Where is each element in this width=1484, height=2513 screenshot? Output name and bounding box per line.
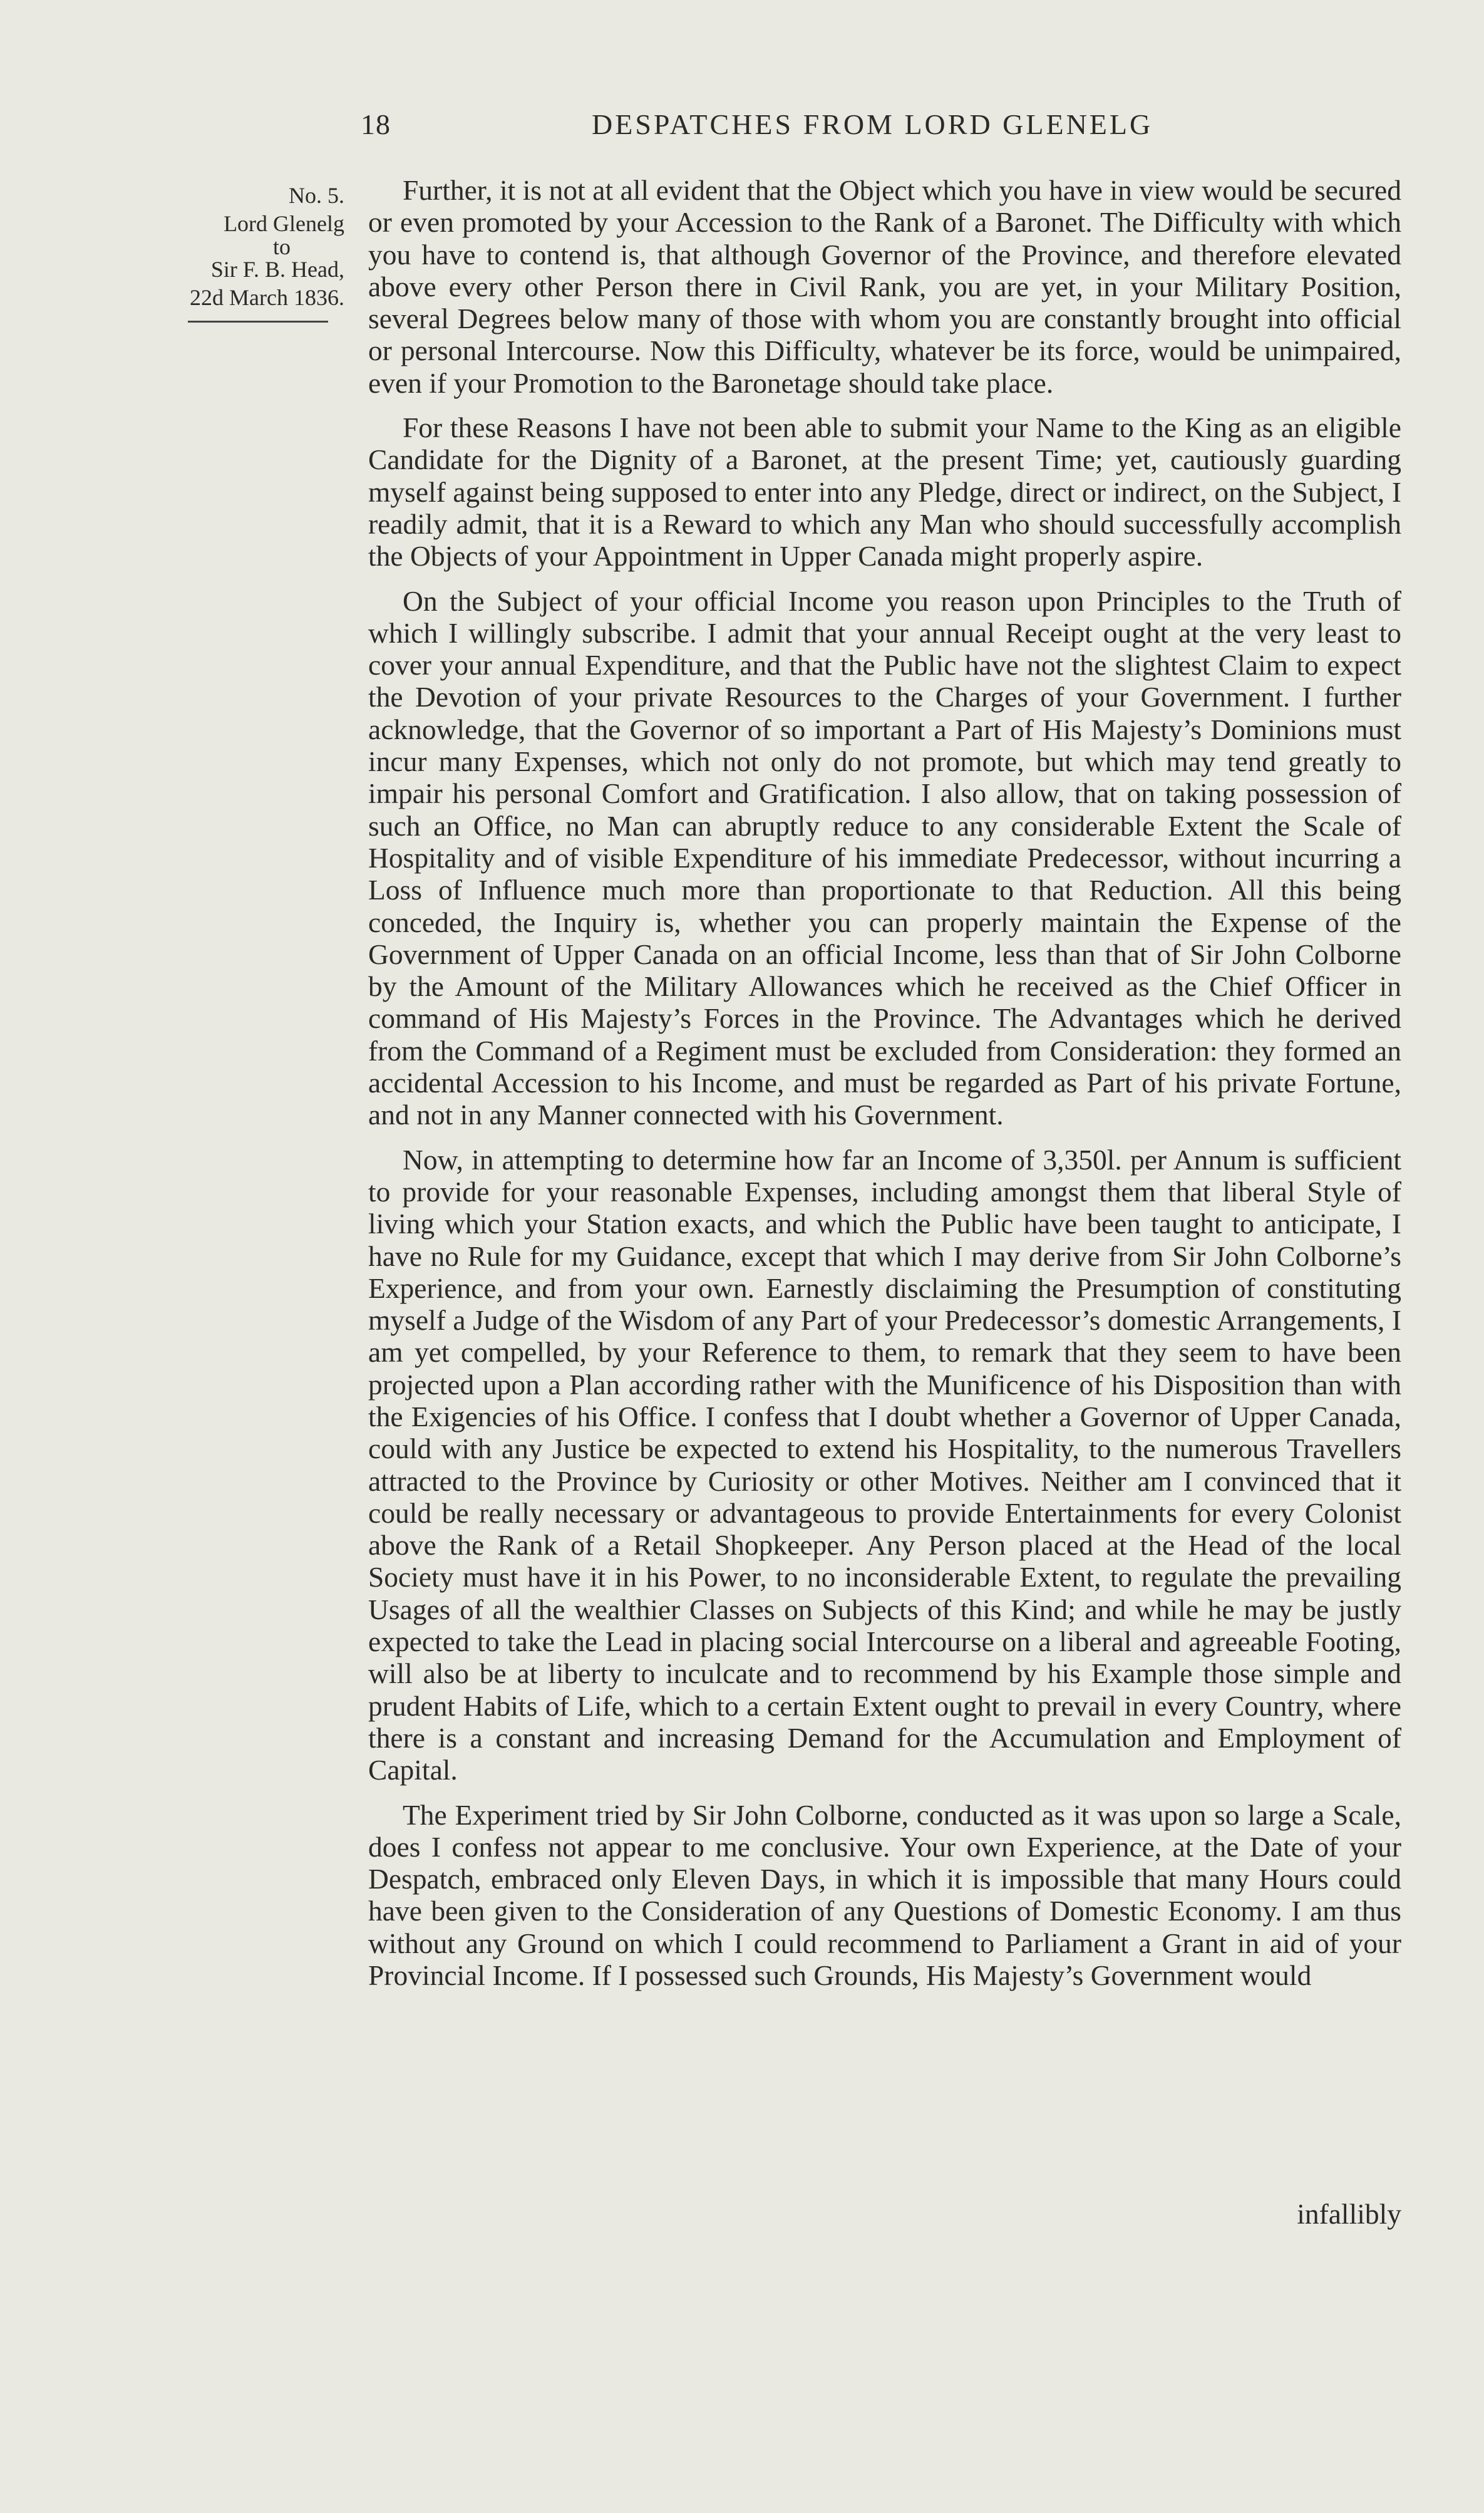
margin-note-line: to <box>272 234 291 259</box>
letter-body <box>368 174 1401 2004</box>
paragraph: Further, it is not at all evident that the Object which you have in view would be secured or even promoted by your Accession to the Rank of a Baronet. The Difficulty with which you have to contend is, that although Governor of the Province, and therefore elevated above every other Person there in Civil Rank, you are yet, in your Military Position, several Degrees below many of those with whom you are constantly brought into official or personal Intercourse. Now this Difficulty, whatever be its force, would be unimpaired, even if your Promotion to the Baronetage should take place. <box>368 174 1401 399</box>
paragraph: The Experiment tried by Sir John Colborne, conducted as it was upon so large a Scale, does I confess not appear to me conclusive. Your own Experience, at the Date of your Despatch, embraced only Eleven Days, in which it is impossible that many Hours could have been given to the Consideration of any Questions of Domestic Economy. I am thus without any Ground on which I could recommend to Parliament a Grant in aid of your Provincial Income. If I possessed such Grounds, His Majesty’s Government would <box>368 1798 1401 1992</box>
margin-note-line: Sir F. B. Head, <box>210 257 344 282</box>
margin-note-rule <box>188 321 328 323</box>
margin-note-line: No. 5. <box>289 183 344 208</box>
marginal-note <box>144 182 344 312</box>
paragraph: On the Subject of your official Income you reason upon Principles to the Truth of which I willingly subscribe. I admit that your annual Receipt ought at the very least to cover your annual Expenditure, and that the Public have not the slightest Claim to expect the Devotion of your private Resources to the Charges of your Government. I further acknowledge, that the Governor of so important a Part of His Majesty’s Dominions must incur many Expenses, which not only do not promote, but which may tend greatly to impair his personal Comfort and Gratification. I also allow, that on taking possession of such an Office, no Man can abruptly reduce to any considerable Extent the Scale of Hospitality and of visible Expenditure of his immediate Predecessor, without incurring a Loss of Influence much more than proportionate to that Reduction. All this being conceded, the Inquiry is, whether you can properly maintain the Expense of the Government of Upper Canada on an official Income, less than that of Sir John Colborne by the Amount of the Military Allowances which he received as the Chief Officer in command of His Majesty’s Forces in the Province. The Advantages which he derived from the Command of a Regiment must be excluded from Consideration: they formed an accidental Accession to his Income, and must be regarded as Part of his private Fortune, and not in any Manner connected with his Government. <box>368 584 1401 1131</box>
margin-note-line: 22d March 1836. <box>190 285 344 310</box>
paragraph: Now, in attempting to determine how far an Income of 3,350l. per Annum is sufficient to provide for your reasonable Expenses, including amongst them that liberal Style of living which your Station exacts, and which the Public have been taught to anticipate, I have no Rule for my Guidance, except that which I may derive from Sir John Colborne’s Experience, and from your own. Earnestly disclaiming the Presumption of constituting myself a Judge of the Wisdom of any Part of your Predecessor’s domestic Arrangements, I am yet compelled, by your Reference to them, to remark that they seem to have been projected upon a Plan according rather with the Munificence of his Disposition than with the Exigencies of his Office. I confess that I doubt whether a Governor of Upper Canada, could with any Justice be expected to extend his Hospitality, to the numerous Travellers attracted to the Province by Curiosity or other Motives. Neither am I convinced that it could be really necessary or advantageous to provide Entertainments for every Colonist above the Rank of a Retail Shopkeeper. Any Person placed at the Head of the local Society must have it in his Power, to no inconsiderable Extent, to regulate the prevailing Usages of all the wealthier Classes on Subjects of this Kind; and while he may be justly expected to take the Lead in placing social Intercourse on a liberal and agreeable Footing, will also be at liberty to inculcate and to recommend by his Example those simple and prudent Habits of Life, which to a certain Extent ought to prevail in every Country, where there is a constant and increasing Demand for the Accumulation and Employment of Capital. <box>368 1143 1401 1786</box>
paragraph: For these Reasons I have not been able to submit your Name to the King as an eligible Candidate for the Dignity of a Baronet, at the present Time; yet, cautiously guarding myself against being supposed to enter into any Pledge, direct or indirect, on the Subject, I readily admit, that it is a Reward to which any Man who should successfully accomplish the Objects of your Appointment in Upper Canada might properly aspire. <box>368 412 1401 573</box>
page-number: 18 <box>361 108 391 140</box>
margin-note-line: Lord Glenelg <box>224 211 344 236</box>
running-head: DESPATCHES FROM LORD GLENELG <box>592 108 1153 140</box>
catchword: infallibly <box>1297 2198 1401 2230</box>
